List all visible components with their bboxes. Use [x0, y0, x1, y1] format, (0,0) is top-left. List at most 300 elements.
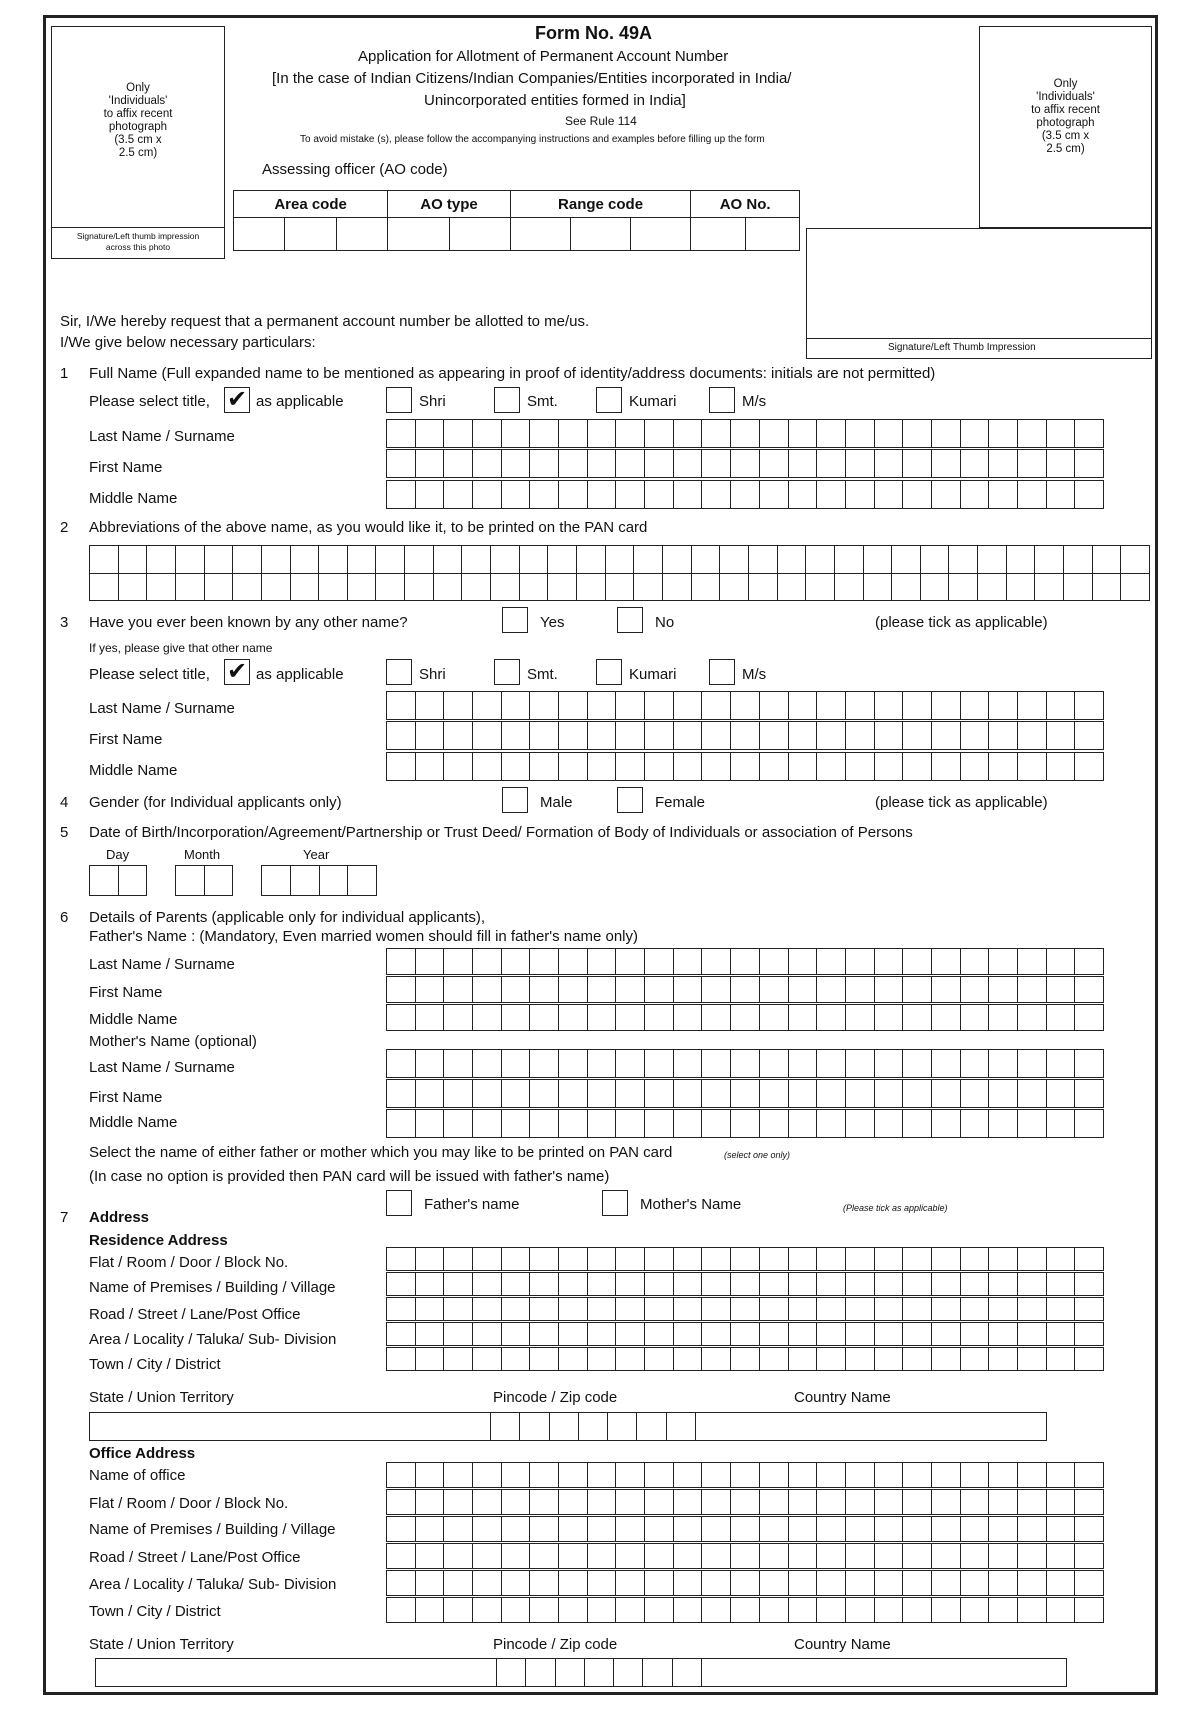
char-cell[interactable]	[875, 722, 904, 750]
char-cell[interactable]	[1075, 1490, 1104, 1515]
char-cell[interactable]	[473, 481, 502, 509]
char-cell[interactable]	[903, 1348, 932, 1371]
char-cell[interactable]	[846, 722, 875, 750]
char-cell[interactable]	[1075, 949, 1104, 975]
char-cell[interactable]	[473, 1248, 502, 1271]
char-cell[interactable]	[720, 546, 749, 574]
char-cell[interactable]	[961, 722, 990, 750]
char-cell[interactable]	[1018, 1298, 1047, 1321]
char-cell[interactable]	[875, 1348, 904, 1371]
char-cell[interactable]	[645, 450, 674, 478]
char-cell[interactable]	[1047, 1248, 1076, 1271]
char-cell[interactable]	[989, 692, 1018, 720]
char-cell[interactable]	[1047, 1571, 1076, 1596]
char-cell[interactable]	[387, 1348, 416, 1371]
char-cell[interactable]	[760, 1517, 789, 1542]
char-cell[interactable]	[444, 1598, 473, 1623]
char-cell[interactable]	[731, 1517, 760, 1542]
res-road-cells[interactable]	[386, 1297, 1104, 1321]
char-cell[interactable]	[760, 1571, 789, 1596]
char-cell[interactable]	[588, 1517, 617, 1542]
char-cell[interactable]	[674, 1571, 703, 1596]
char-cell[interactable]	[903, 692, 932, 720]
char-cell[interactable]	[291, 866, 320, 896]
char-cell[interactable]	[1047, 753, 1076, 781]
char-cell[interactable]	[1075, 692, 1104, 720]
char-cell[interactable]	[760, 1323, 789, 1346]
char-cell[interactable]	[674, 1490, 703, 1515]
char-cell[interactable]	[520, 574, 549, 602]
char-cell[interactable]	[875, 949, 904, 975]
ao-cell[interactable]	[388, 218, 449, 251]
char-cell[interactable]	[1047, 1273, 1076, 1296]
char-cell[interactable]	[530, 1298, 559, 1321]
char-cell[interactable]	[846, 450, 875, 478]
char-cell[interactable]	[616, 481, 645, 509]
char-cell[interactable]	[1075, 1598, 1104, 1623]
char-cell[interactable]	[588, 977, 617, 1003]
char-cell[interactable]	[961, 1598, 990, 1623]
char-cell[interactable]	[674, 1050, 703, 1078]
char-cell[interactable]	[817, 1080, 846, 1108]
char-cell[interactable]	[674, 481, 703, 509]
char-cell[interactable]	[903, 1050, 932, 1078]
char-cell[interactable]	[817, 1110, 846, 1138]
char-cell[interactable]	[577, 574, 606, 602]
char-cell[interactable]	[1018, 1348, 1047, 1371]
char-cell[interactable]	[932, 692, 961, 720]
char-cell[interactable]	[720, 574, 749, 602]
char-cell[interactable]	[473, 949, 502, 975]
mother-middle-name-cells[interactable]	[386, 1109, 1104, 1138]
char-cell[interactable]	[530, 1248, 559, 1271]
dob-month-cells[interactable]	[175, 865, 233, 896]
char-cell[interactable]	[262, 574, 291, 602]
char-cell[interactable]	[789, 1298, 818, 1321]
char-cell[interactable]	[989, 481, 1018, 509]
char-cell[interactable]	[961, 692, 990, 720]
s3-title-checkbox-shri[interactable]	[386, 659, 412, 685]
char-cell[interactable]	[989, 1348, 1018, 1371]
char-cell[interactable]	[760, 450, 789, 478]
char-cell[interactable]	[1018, 753, 1047, 781]
char-cell[interactable]	[588, 1248, 617, 1271]
char-cell[interactable]	[416, 977, 445, 1003]
char-cell[interactable]	[846, 481, 875, 509]
char-cell[interactable]	[502, 1323, 531, 1346]
char-cell[interactable]	[233, 546, 262, 574]
char-cell[interactable]	[760, 481, 789, 509]
char-cell[interactable]	[444, 1005, 473, 1031]
char-cell[interactable]	[846, 1490, 875, 1515]
char-cell[interactable]	[731, 1598, 760, 1623]
char-cell[interactable]	[817, 1517, 846, 1542]
char-cell[interactable]	[616, 1571, 645, 1596]
char-cell[interactable]	[444, 420, 473, 448]
char-cell[interactable]	[1047, 722, 1076, 750]
res-flat-cells[interactable]	[386, 1247, 1104, 1271]
char-cell[interactable]	[1075, 1080, 1104, 1108]
title-checkbox-smt[interactable]	[494, 387, 520, 413]
char-cell[interactable]	[205, 574, 234, 602]
char-cell[interactable]	[674, 1005, 703, 1031]
char-cell[interactable]	[637, 1413, 666, 1441]
char-cell[interactable]	[444, 1323, 473, 1346]
char-cell[interactable]	[444, 1463, 473, 1488]
char-cell[interactable]	[497, 1659, 526, 1687]
char-cell[interactable]	[961, 1463, 990, 1488]
char-cell[interactable]	[1018, 1005, 1047, 1031]
char-cell[interactable]	[932, 949, 961, 975]
char-cell[interactable]	[875, 1598, 904, 1623]
char-cell[interactable]	[846, 1005, 875, 1031]
char-cell[interactable]	[875, 692, 904, 720]
char-cell[interactable]	[1018, 1571, 1047, 1596]
char-cell[interactable]	[588, 1050, 617, 1078]
char-cell[interactable]	[817, 722, 846, 750]
char-cell[interactable]	[645, 722, 674, 750]
char-cell[interactable]	[90, 546, 119, 574]
char-cell[interactable]	[416, 1298, 445, 1321]
char-cell[interactable]	[789, 1598, 818, 1623]
char-cell[interactable]	[674, 692, 703, 720]
char-cell[interactable]	[530, 1598, 559, 1623]
s3-last-name-cells[interactable]	[386, 691, 1104, 720]
char-cell[interactable]	[502, 1273, 531, 1296]
char-cell[interactable]	[1018, 722, 1047, 750]
char-cell[interactable]	[817, 977, 846, 1003]
char-cell[interactable]	[387, 722, 416, 750]
char-cell[interactable]	[1047, 1544, 1076, 1569]
char-cell[interactable]	[760, 1110, 789, 1138]
char-cell[interactable]	[645, 1517, 674, 1542]
char-cell[interactable]	[473, 1005, 502, 1031]
char-cell[interactable]	[416, 481, 445, 509]
char-cell[interactable]	[588, 1598, 617, 1623]
char-cell[interactable]	[559, 1298, 588, 1321]
char-cell[interactable]	[530, 1005, 559, 1031]
char-cell[interactable]	[789, 1050, 818, 1078]
char-cell[interactable]	[731, 1490, 760, 1515]
char-cell[interactable]	[1075, 1348, 1104, 1371]
char-cell[interactable]	[817, 450, 846, 478]
char-cell[interactable]	[1018, 420, 1047, 448]
char-cell[interactable]	[760, 1248, 789, 1271]
char-cell[interactable]	[530, 481, 559, 509]
char-cell[interactable]	[846, 949, 875, 975]
char-cell[interactable]	[961, 1050, 990, 1078]
ao-cell[interactable]	[510, 218, 570, 251]
char-cell[interactable]	[387, 1298, 416, 1321]
char-cell[interactable]	[961, 1248, 990, 1271]
char-cell[interactable]	[559, 1490, 588, 1515]
ao-cell[interactable]	[570, 218, 630, 251]
res-pincode-cells[interactable]	[490, 1412, 696, 1441]
char-cell[interactable]	[1121, 574, 1150, 602]
char-cell[interactable]	[674, 450, 703, 478]
char-cell[interactable]	[674, 1348, 703, 1371]
char-cell[interactable]	[530, 1544, 559, 1569]
char-cell[interactable]	[387, 1598, 416, 1623]
res-area-cells[interactable]	[386, 1322, 1104, 1346]
char-cell[interactable]	[789, 949, 818, 975]
char-cell[interactable]	[530, 949, 559, 975]
char-cell[interactable]	[614, 1659, 643, 1687]
char-cell[interactable]	[502, 450, 531, 478]
title-checkbox-shri[interactable]	[386, 387, 412, 413]
char-cell[interactable]	[416, 753, 445, 781]
char-cell[interactable]	[789, 1323, 818, 1346]
char-cell[interactable]	[416, 949, 445, 975]
char-cell[interactable]	[1018, 977, 1047, 1003]
char-cell[interactable]	[1018, 1490, 1047, 1515]
char-cell[interactable]	[1018, 949, 1047, 975]
char-cell[interactable]	[502, 692, 531, 720]
char-cell[interactable]	[588, 949, 617, 975]
char-cell[interactable]	[416, 1323, 445, 1346]
char-cell[interactable]	[1035, 546, 1064, 574]
char-cell[interactable]	[645, 1248, 674, 1271]
char-cell[interactable]	[903, 753, 932, 781]
char-cell[interactable]	[674, 1273, 703, 1296]
char-cell[interactable]	[760, 420, 789, 448]
char-cell[interactable]	[616, 1005, 645, 1031]
char-cell[interactable]	[559, 1050, 588, 1078]
char-cell[interactable]	[616, 753, 645, 781]
char-cell[interactable]	[702, 722, 731, 750]
char-cell[interactable]	[1047, 949, 1076, 975]
char-cell[interactable]	[961, 450, 990, 478]
char-cell[interactable]	[416, 1490, 445, 1515]
char-cell[interactable]	[961, 1490, 990, 1515]
char-cell[interactable]	[789, 450, 818, 478]
char-cell[interactable]	[502, 481, 531, 509]
char-cell[interactable]	[903, 450, 932, 478]
char-cell[interactable]	[1075, 1463, 1104, 1488]
char-cell[interactable]	[473, 1050, 502, 1078]
char-cell[interactable]	[1047, 1598, 1076, 1623]
char-cell[interactable]	[989, 977, 1018, 1003]
char-cell[interactable]	[921, 546, 950, 574]
char-cell[interactable]	[674, 1248, 703, 1271]
char-cell[interactable]	[444, 481, 473, 509]
char-cell[interactable]	[348, 546, 377, 574]
char-cell[interactable]	[1075, 1571, 1104, 1596]
char-cell[interactable]	[376, 546, 405, 574]
char-cell[interactable]	[645, 1323, 674, 1346]
char-cell[interactable]	[1047, 1323, 1076, 1346]
char-cell[interactable]	[817, 1490, 846, 1515]
char-cell[interactable]	[502, 722, 531, 750]
char-cell[interactable]	[1047, 1080, 1076, 1108]
char-cell[interactable]	[989, 1598, 1018, 1623]
char-cell[interactable]	[319, 574, 348, 602]
char-cell[interactable]	[903, 1490, 932, 1515]
char-cell[interactable]	[875, 1571, 904, 1596]
pan-card-name-cells[interactable]	[89, 545, 1150, 601]
char-cell[interactable]	[875, 1005, 904, 1031]
char-cell[interactable]	[1018, 1110, 1047, 1138]
char-cell[interactable]	[1093, 546, 1122, 574]
char-cell[interactable]	[702, 949, 731, 975]
char-cell[interactable]	[978, 574, 1007, 602]
char-cell[interactable]	[932, 1348, 961, 1371]
char-cell[interactable]	[846, 1080, 875, 1108]
char-cell[interactable]	[444, 1110, 473, 1138]
char-cell[interactable]	[462, 574, 491, 602]
char-cell[interactable]	[387, 1005, 416, 1031]
char-cell[interactable]	[903, 1110, 932, 1138]
char-cell[interactable]	[119, 546, 148, 574]
char-cell[interactable]	[462, 546, 491, 574]
char-cell[interactable]	[875, 1298, 904, 1321]
char-cell[interactable]	[416, 1598, 445, 1623]
char-cell[interactable]	[616, 1323, 645, 1346]
char-cell[interactable]	[789, 1463, 818, 1488]
char-cell[interactable]	[502, 1005, 531, 1031]
char-cell[interactable]	[444, 1050, 473, 1078]
char-cell[interactable]	[1075, 1248, 1104, 1271]
char-cell[interactable]	[989, 753, 1018, 781]
char-cell[interactable]	[616, 1463, 645, 1488]
char-cell[interactable]	[1047, 420, 1076, 448]
char-cell[interactable]	[702, 1348, 731, 1371]
char-cell[interactable]	[846, 1248, 875, 1271]
char-cell[interactable]	[932, 1544, 961, 1569]
char-cell[interactable]	[645, 753, 674, 781]
char-cell[interactable]	[473, 1348, 502, 1371]
char-cell[interactable]	[760, 1298, 789, 1321]
char-cell[interactable]	[473, 1517, 502, 1542]
char-cell[interactable]	[90, 866, 119, 896]
char-cell[interactable]	[903, 1248, 932, 1271]
char-cell[interactable]	[1075, 1005, 1104, 1031]
char-cell[interactable]	[932, 1490, 961, 1515]
char-cell[interactable]	[502, 1571, 531, 1596]
char-cell[interactable]	[588, 1273, 617, 1296]
char-cell[interactable]	[588, 450, 617, 478]
char-cell[interactable]	[608, 1413, 637, 1441]
char-cell[interactable]	[702, 1490, 731, 1515]
char-cell[interactable]	[616, 949, 645, 975]
char-cell[interactable]	[291, 546, 320, 574]
char-cell[interactable]	[434, 546, 463, 574]
char-cell[interactable]	[903, 977, 932, 1003]
char-cell[interactable]	[387, 949, 416, 975]
char-cell[interactable]	[932, 977, 961, 1003]
char-cell[interactable]	[530, 1490, 559, 1515]
gender-female-checkbox[interactable]	[617, 787, 643, 813]
char-cell[interactable]	[559, 1323, 588, 1346]
father-middle-name-cells[interactable]	[386, 1004, 1104, 1031]
char-cell[interactable]	[702, 1248, 731, 1271]
char-cell[interactable]	[961, 1544, 990, 1569]
char-cell[interactable]	[530, 722, 559, 750]
char-cell[interactable]	[1047, 1348, 1076, 1371]
char-cell[interactable]	[588, 1544, 617, 1569]
s3-title-checkbox-kumari[interactable]	[596, 659, 622, 685]
char-cell[interactable]	[749, 546, 778, 574]
char-cell[interactable]	[760, 1005, 789, 1031]
s1-first-name-cells[interactable]	[386, 449, 1104, 478]
char-cell[interactable]	[473, 1273, 502, 1296]
char-cell[interactable]	[789, 1517, 818, 1542]
char-cell[interactable]	[645, 949, 674, 975]
char-cell[interactable]	[846, 1517, 875, 1542]
char-cell[interactable]	[817, 1273, 846, 1296]
char-cell[interactable]	[1093, 574, 1122, 602]
char-cell[interactable]	[760, 1598, 789, 1623]
char-cell[interactable]	[616, 1517, 645, 1542]
char-cell[interactable]	[502, 1517, 531, 1542]
char-cell[interactable]	[921, 574, 950, 602]
char-cell[interactable]	[556, 1659, 585, 1687]
char-cell[interactable]	[817, 1544, 846, 1569]
char-cell[interactable]	[1018, 1544, 1047, 1569]
s3-middle-name-cells[interactable]	[386, 752, 1104, 781]
char-cell[interactable]	[502, 1080, 531, 1108]
char-cell[interactable]	[903, 1273, 932, 1296]
char-cell[interactable]	[473, 1490, 502, 1515]
char-cell[interactable]	[559, 450, 588, 478]
char-cell[interactable]	[932, 753, 961, 781]
char-cell[interactable]	[731, 1005, 760, 1031]
char-cell[interactable]	[1047, 692, 1076, 720]
char-cell[interactable]	[702, 481, 731, 509]
char-cell[interactable]	[473, 753, 502, 781]
char-cell[interactable]	[1047, 1050, 1076, 1078]
char-cell[interactable]	[634, 574, 663, 602]
char-cell[interactable]	[663, 574, 692, 602]
char-cell[interactable]	[588, 1298, 617, 1321]
char-cell[interactable]	[588, 753, 617, 781]
char-cell[interactable]	[416, 1517, 445, 1542]
char-cell[interactable]	[416, 722, 445, 750]
char-cell[interactable]	[903, 1005, 932, 1031]
char-cell[interactable]	[875, 977, 904, 1003]
char-cell[interactable]	[702, 1463, 731, 1488]
gender-male-checkbox[interactable]	[502, 787, 528, 813]
char-cell[interactable]	[817, 1323, 846, 1346]
char-cell[interactable]	[760, 1490, 789, 1515]
char-cell[interactable]	[606, 574, 635, 602]
char-cell[interactable]	[645, 1571, 674, 1596]
char-cell[interactable]	[1018, 692, 1047, 720]
char-cell[interactable]	[875, 1080, 904, 1108]
char-cell[interactable]	[1075, 1050, 1104, 1078]
char-cell[interactable]	[989, 1463, 1018, 1488]
char-cell[interactable]	[989, 450, 1018, 478]
char-cell[interactable]	[262, 866, 291, 896]
char-cell[interactable]	[473, 692, 502, 720]
char-cell[interactable]	[702, 753, 731, 781]
char-cell[interactable]	[875, 1323, 904, 1346]
char-cell[interactable]	[731, 1571, 760, 1596]
char-cell[interactable]	[875, 1050, 904, 1078]
char-cell[interactable]	[1018, 1323, 1047, 1346]
char-cell[interactable]	[579, 1413, 608, 1441]
char-cell[interactable]	[473, 1080, 502, 1108]
char-cell[interactable]	[559, 1571, 588, 1596]
char-cell[interactable]	[1075, 977, 1104, 1003]
char-cell[interactable]	[961, 1080, 990, 1108]
char-cell[interactable]	[702, 1571, 731, 1596]
char-cell[interactable]	[760, 722, 789, 750]
char-cell[interactable]	[559, 692, 588, 720]
char-cell[interactable]	[817, 1598, 846, 1623]
char-cell[interactable]	[1075, 753, 1104, 781]
char-cell[interactable]	[491, 546, 520, 574]
